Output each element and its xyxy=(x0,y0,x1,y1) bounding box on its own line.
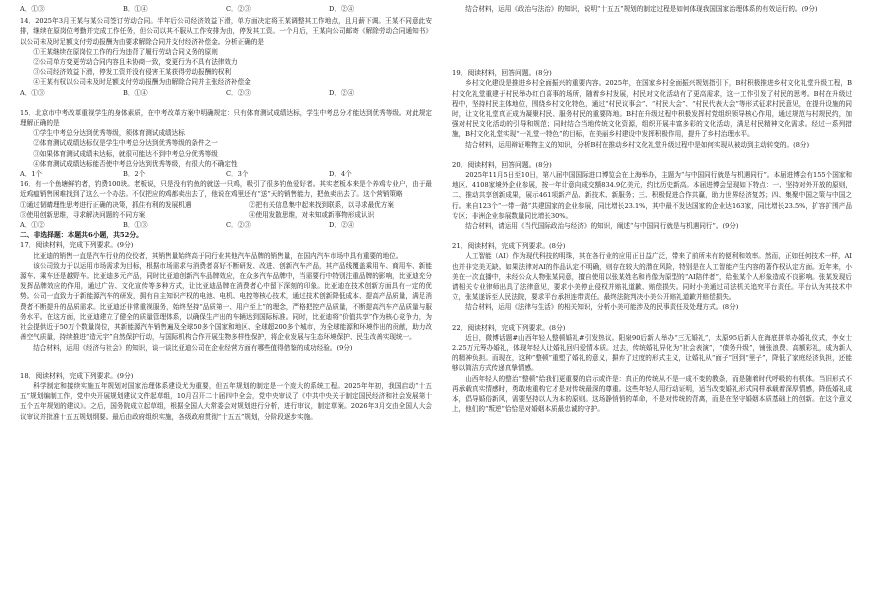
question-title: 18．阅读材料，完成下列要求。(9分) xyxy=(20,371,134,380)
section-heading: 二、非选择题：本题共6小题，共52分。 xyxy=(20,231,143,240)
option-b: B．①④ xyxy=(123,5,148,13)
question-prompt: 结合材料，运用《政治与法治》的知识，说明“十五五”规划的制定过程是如何体现我国国家治理体系的有效运行的。(9分) xyxy=(465,5,818,13)
statement: ②体育测试成绩达标仅是学生中考总分达到优秀等级的条件之一 xyxy=(33,139,218,148)
left-column xyxy=(20,4,432,422)
question-title: 20．阅读材料，回答问题。(8分) xyxy=(452,160,552,169)
statement: ③使用创新思维，寻求解决问题的不同方案 xyxy=(20,210,146,219)
top-options xyxy=(20,4,432,14)
option-c: C．②③ xyxy=(226,221,251,230)
answer-options xyxy=(20,169,432,179)
question-20 xyxy=(452,160,852,231)
question-title: 21．阅读材料，完成下列要求。(8分) xyxy=(452,242,566,251)
option-a: A．①③ xyxy=(20,5,45,13)
option-a: A．1个 xyxy=(20,170,43,179)
question-stem: 15．北京市中考改革重视学生的身体素质，在中考改革方案中明确规定：只有体育测试成绩达标，学生中考总分才能达到优秀等级。对此规定理解正确的是 xyxy=(20,108,432,128)
question-prompt: 结合材料，运用《经济与社会》的知识，谈一谈比亚迪公司在企业经营方面有哪些值得借鉴的成功经验。(9分) xyxy=(33,343,353,352)
material-paragraph: 乡村文化建设是推进乡村全面振兴的重要内容。2025年，在国家乡村全面振兴规划指引下，B村积极推进乡村文化礼堂升级工程，B村文化礼堂重建于村民举办红白喜事的场所，随着乡村发展，村民对文化活动有了更高需求，这一工作引发了村民的思考。B村在升级过程中，坚持村民主体地位，围绕乡村文化特色，通过“村民议事会”、“村民大会”、“村民代表大会”等形式征求村民意见，在提升设施的同时，让文化礼堂真正成为凝聚村民、服务村民的重要阵地。B村在升级过程中积极发挥村党组织领导核心作用，通过规范与村规民约，加强对村民文化活动的引导和规范；同时结合当地传统文化资源，组织开展丰富多彩的文化活动，满足村民精神文化需求。经过一系列措施，B村文化礼堂实现“一礼堂一特色”的目标，在美丽乡村建设中发挥积极作用，提升了乡村治理水平。 xyxy=(452,79,852,139)
statement-row xyxy=(20,210,432,220)
material-paragraph: 山西年轻人的整治“整顿”给我们更重要的启示或许是：真正的传统从不是一成不变的教条，而是随着时代呼吸的有机体。当旧形式不再承载真实情感时，勇敢地重构它才是对传统最深的尊重。这些年轻人用行动证明，适当改变婚礼形式同样承载着深厚情感，降低婚礼成本，倡导婚俗新风，需要坚持以人为本的原则。这场静悄悄的革命，不是对传统的背离，而是在坚守婚姻本质基础上的创新。在这个意义上，他们的“叛逆”恰恰是对婚姻本质最忠诚的守护。 xyxy=(452,374,852,414)
question-15 xyxy=(20,108,432,179)
question-18 xyxy=(20,371,432,422)
option-b: B．2个 xyxy=(123,170,146,179)
material-paragraph: 近日，微博话题#山西年轻人整顿婚礼#引发热议。阳泉90后新人举办“三无婚礼”，太原95后新人在海底拼单办婚礼仪式，李女士2.25万元筹办婚礼，体现年轻人让婚礼回归爱情本质。过去，传统婚礼异化为“社会表演”，“债务升级”，铺张浪费、高额彩礼，成为新人的精神负担。而现在，这种“整顿”重塑了婚礼的意义，摒弃了过度的形式主义，让婚礼从“面子”回到“里子”，降低了家庭经济负担，还能够以简洁方式传递真挚情感。 xyxy=(452,333,852,373)
option-d: D．②④ xyxy=(329,5,355,13)
question-title: 19．阅读材料，回答问题。(8分) xyxy=(452,69,552,78)
option-d: D．②④ xyxy=(329,88,355,97)
material-paragraph: 该公司致力于以运用市场需求为目标，根据市场需求与消费者喜好不断研发、改进、创新汽车产品，其产品线覆盖乘用车、商用车、新能源车、乘车还是越野车。比亚迪多元产品，同时比亚迪创新汽车品牌效应，在众多汽车品牌中，当需要行中特别注重品牌的影响，比亚迪充分发挥品牌效应的作用，通过广告、文化宣传等多种方式，让比亚迪品牌在消费者心中留下深刻的印象。比亚迪在技术创新方面具有一定的优势。公司一直致力于新能源汽车的研发，拥有自主知识产权的电池、电机、电控等核心技术，通过技术创新降低成本、提高产品质量，满足消费者不断提升的品质需求。比亚迪还非常重视服务，始终坚持“品质第一、用户至上”的理念，严格把控产品质量，不断提高汽车产品质量与服务水平。在这方面，比亚迪建立了健全的质量管理体系，以确保生产出的车辆达到国际标准。同时，比亚迪将“价值共享”作为核心竞争力，为社会提供近于50万个数量岗位，其新能源汽车销售遍及全球50多个国家和地区、全球超200多个城市，为全球能源和环境作出的贡献，助力改善空气质量，持续推进“造元宇”自然保护行动，与国际机构合作开展生物多样性保护，将企业发展与生态环境保护、民生改善实现统一。 xyxy=(20,261,432,342)
option-c: C．②③ xyxy=(226,88,251,97)
material-paragraph: 人工智能（AI）作为现代科技的明珠，其在各行业的应用正日益广泛，带来了前所未有的便利和效率。然而，正如任何技术一样，AI也并非完美无缺。如果法律对AI的作品认定不明确，则存在较大的潜在风险，特别是在人工智能产生内容的著作权认定方面。近年来，小美在一次直播中，未经公众人物张某同意，擅自使用以张某姓名和肖像为原型的“AI陪伴者”，给张某个人形象造成不良影响。张某发现后请相关专业律师出具了法律意见，要求小美停止侵权并赔礼道歉、赔偿损失。同时小美通过司法机关追究平台责任。平台认为其技术中立，张某遂诉至人民法院，要求平台承担连带责任。最终法院判决小美公开赔礼道歉并赔偿损失。 xyxy=(452,252,852,302)
answer-options xyxy=(20,88,432,98)
statement: ④王某有权以公司未及时足额支付劳动报酬为由解除合同并主张经济补偿金 xyxy=(33,78,251,87)
statement: ③公司经济效益下滑，停发工资并没有侵害王某获得劳动报酬的权利 xyxy=(33,68,231,77)
option-a: A．①② xyxy=(20,221,45,230)
statement: ③如果体育测试成绩未达标，就很可能达不到中考总分优秀等级 xyxy=(33,149,218,158)
option-b: B．①④ xyxy=(123,88,148,97)
question-16 xyxy=(20,179,432,230)
statement: ①通过韧睛理性思考进行正确的决策，抓住有利的发展机遇 xyxy=(20,200,192,209)
material-paragraph: 科学制定和接续实施五年规划对国家治理体系建设尤为重要，但五年规划的制定是一个庞大的系统工程。2025年年初，我国启动“十五五”规划编制工作，党中央开展规划建议文件起草组，10月召开二十届四中全会，党中央审议了《中共中央关于制定国民经济和社会发展第十五个五年规划的建议》。之后，国务院成立起草组，根据全国人大常委会对规划进行分析，进行审议，制定草案。2026年3月交由全国人大会议审议并批准十五五规划纲要。最后由政府组织实施，各级政府贯彻“十五五”规划，分阶段逐步实施。 xyxy=(20,381,432,421)
statement: ④体育测试成绩达标能否使中考总分达到优秀等级，有很大的不确定性 xyxy=(33,159,238,168)
question-prompt: 结合材料，运用《法律与生活》的相关知识，分析小美可能涉及的民事责任及处理方式。(8分) xyxy=(465,303,739,312)
statement: ①王某继续在原岗位工作的行为违背了履行劳动合同义务的原则 xyxy=(33,47,218,56)
question-title: 17．阅读材料，完成下列要求。(9分) xyxy=(20,241,134,250)
question-stem: 16．有一个鱼塘鲜钓者，钓费100块。老板说，只是没有钓鱼的就送一只鸡，吸引了很多钓鱼爱好者。其实老板本来是个养鸡专业户，由于最近鸡瘟销售困难找到了这么一个办法。不仅把应的鸡都卖出去了，他说在鸡里还有“送”天的销售能力，把鱼卖出去了。这个营销策略 xyxy=(20,180,432,199)
statement-row xyxy=(20,200,432,210)
option-d: D．②④ xyxy=(329,221,355,230)
option-c: C．3个 xyxy=(226,170,249,179)
question-stem: 14．2025年3月王某与某公司签订劳动合同。半年后公司经济效益下滑，单方面决定将王某调整其工作地点，且月薪下调。王某不同意此安排，继续在原岗位考勤并完成工作任务，但公司以其不服从工作安排为由，停发其工资。一个月后，王某向公司邮寄《解除劳动合同通知书》以公司未及时足额支付劳动报酬为由要求解除合同并支付经济补偿金。分析正确的是 xyxy=(20,17,432,46)
question-17 xyxy=(20,240,432,352)
question-prompt: 结合材料，请运用《当代国际政治与经济》的知识，阐述“与中国同行就是与机遇同行”。(9分) xyxy=(465,222,739,231)
right-column xyxy=(452,4,852,415)
question-21 xyxy=(452,241,852,312)
statement: ④使用发散思维，对未知或新事物形成认识 xyxy=(248,210,375,219)
question-19 xyxy=(452,68,852,150)
statement: ②把有关信息集中起来找到联系，以寻求最优方案 xyxy=(248,200,394,209)
option-b: B．①③ xyxy=(123,221,148,230)
option-a: A．①③ xyxy=(20,88,45,97)
answer-options xyxy=(20,220,432,230)
material-paragraph: 比亚迪的销售一直是汽车行业的佼佼者，其销售量始终高于同行业其他汽车品牌的销售量，在国内汽车市场中具有重要的地位。 xyxy=(33,251,403,260)
statement: ①学生中考总分达到优秀等级，须体育测试成绩达标 xyxy=(33,129,185,138)
question-title: 22．阅读材料，完成下列要求。(8分) xyxy=(452,323,566,332)
statement: ②公司单方变更劳动合同内容且未协商一致，变更行为不具有法律效力 xyxy=(33,58,238,67)
question-14 xyxy=(20,16,432,98)
material-paragraph: 2025年11月5日至10日，第八届中国国际进口博览会在上海举办，主题为“与中国同行就是与机遇同行”。本届进博会有155个国家和地区、4108家境外企业参展，按一年计意向成交额834.9亿美元，约比历史新高。本届进博会呈现如下特点：一、坚持对外开放的原则，二、推动共享创新成果，展示461项新产品、新技术、新服务；三、积极促进合作共赢，助力世界经济复苏；四、集聚中国之策与中国之行。来自123个“一带一路”共建国家的企业参展，同比增长23.1%，其中最不发达国家的企业达163家，同比增长23.5%，扩容扩围产品专区；非洲企业参展数量同比增长30%。 xyxy=(452,171,852,220)
question-prompt: 结合材料，运用辩证唯物主义的知识，分析B村在推动乡村文化礼堂升级过程中是如何实现从被动到主动转变的。(8分) xyxy=(465,140,810,149)
question-22 xyxy=(452,323,852,415)
option-d: D．4个 xyxy=(329,170,352,179)
option-c: C．②③ xyxy=(226,5,251,13)
